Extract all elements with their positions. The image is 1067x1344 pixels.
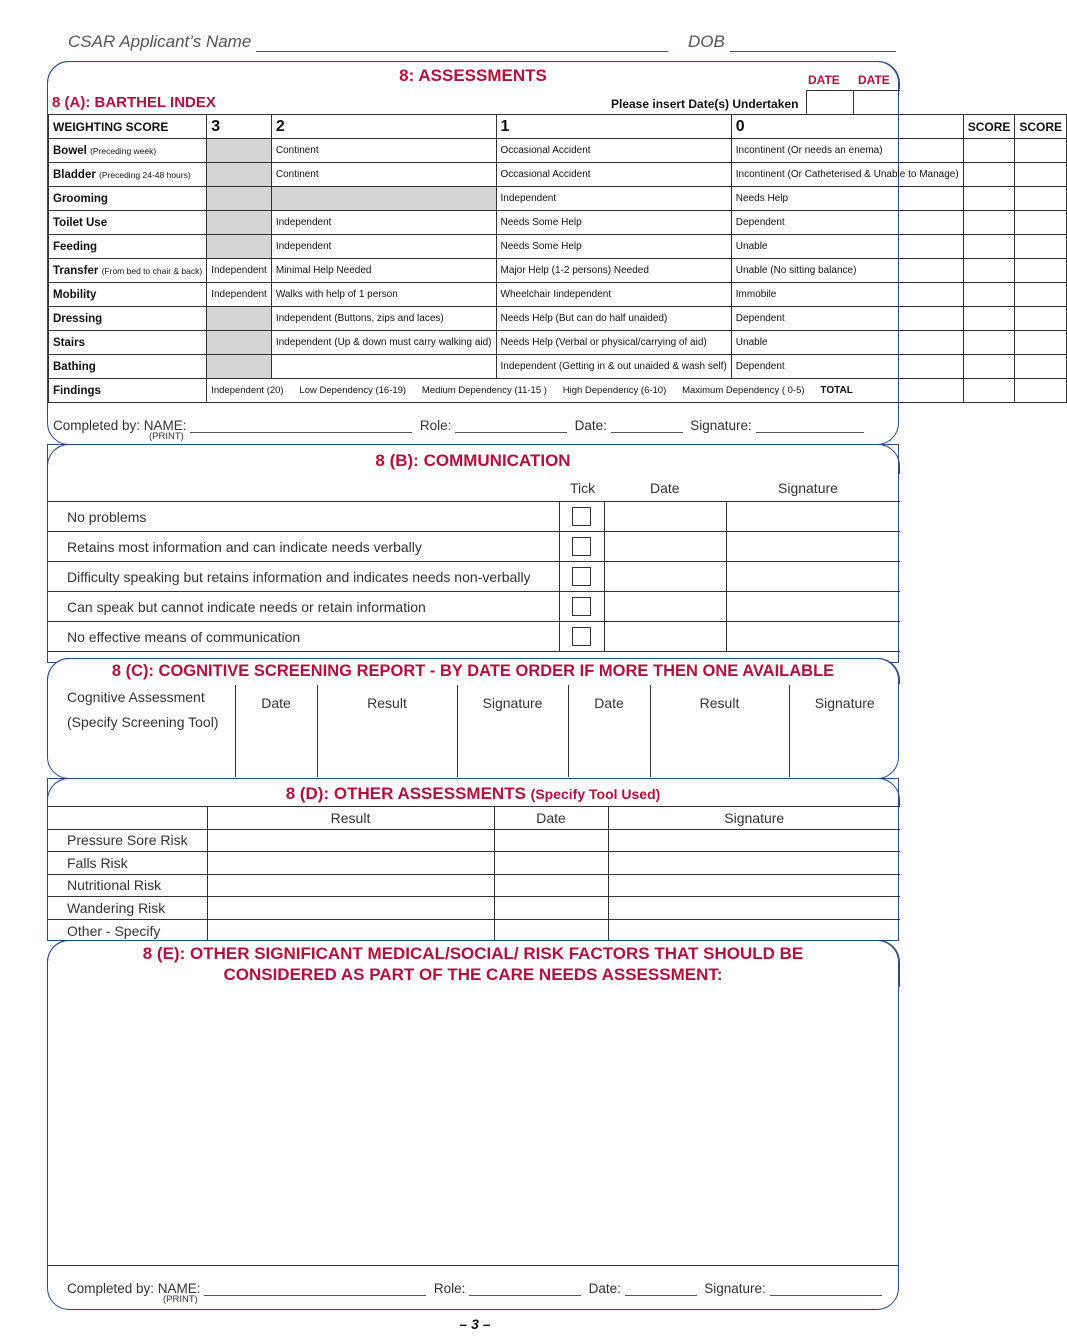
date-field[interactable] [611, 416, 683, 433]
table-row [48, 852, 900, 875]
cell-1: Needs Some Help [496, 211, 731, 235]
tick-cell [559, 622, 604, 652]
section-cognitive [47, 658, 899, 779]
tick-checkbox[interactable] [572, 597, 591, 616]
cell-2: Walks with help of 1 person [271, 283, 496, 307]
cell-1: Wheelchair Iindependent [496, 283, 731, 307]
weighting-label: WEIGHTING SCORE [49, 115, 207, 139]
cell-0: Dependent [731, 355, 963, 379]
cell-0: Dependent [731, 307, 963, 331]
date-cell[interactable] [494, 874, 608, 897]
blank-header [48, 807, 207, 830]
role-field[interactable] [469, 1279, 581, 1296]
weight-0: 0 [731, 115, 963, 139]
date-header-1: DATE [808, 73, 840, 87]
page-number: – 3 – [459, 1316, 491, 1332]
signature-cell[interactable] [608, 829, 900, 852]
cell-3: Independent [207, 259, 272, 283]
score-cell[interactable] [1015, 259, 1067, 283]
weight-1: 1 [496, 115, 731, 139]
cell-1: Independent (Getting in & out unaided & wash self) [496, 355, 731, 379]
cell-2: Independent (Up & down must carry walking aid) [271, 331, 496, 355]
cell-3 [207, 331, 272, 355]
date-cell[interactable] [604, 622, 726, 652]
signature-field[interactable] [756, 416, 864, 433]
result-cell[interactable] [207, 852, 494, 875]
date-cell[interactable] [604, 532, 726, 562]
row-label: Feeding [49, 235, 207, 259]
cell-0: Needs Help [731, 187, 963, 211]
score-cell[interactable] [963, 163, 1015, 187]
score-cell[interactable] [963, 211, 1015, 235]
signature-cell[interactable]: Signature [814, 695, 875, 711]
date-cell[interactable] [494, 852, 608, 875]
section-other-assessments [47, 778, 899, 941]
communication-table [48, 501, 900, 652]
row-label: Bathing [49, 355, 207, 379]
risk-label: Nutritional Risk [48, 874, 207, 897]
result-header: Result [207, 807, 494, 830]
dob-field[interactable] [730, 35, 896, 52]
other-header-row [48, 807, 900, 830]
signature-cell[interactable] [726, 562, 900, 592]
date-cell[interactable] [494, 829, 608, 852]
completed-by-line-2: Completed by: NAME: Role: Date: Signature: (PRINT) [67, 1279, 882, 1296]
score-cell[interactable] [963, 331, 1015, 355]
date-cell[interactable] [494, 919, 608, 942]
weight-3: 3 [207, 115, 272, 139]
cell-3 [207, 187, 272, 211]
factors-title-line-2: CONSIDERED AS PART OF THE CARE NEEDS ASSESSMENT: [223, 965, 723, 984]
cell-2: Continent [271, 163, 496, 187]
completed-by-line-1: Completed by: NAME: Role: Date: Signature: (PRINT) [53, 416, 864, 433]
cell-2 [271, 355, 496, 379]
divider [48, 1265, 898, 1266]
cell-3 [207, 163, 272, 187]
cell-2: Independent [271, 211, 496, 235]
row-label: Grooming [49, 187, 207, 211]
score-cell[interactable] [1015, 355, 1067, 379]
assessment-tool-cell[interactable] [48, 685, 235, 777]
cell-0: Immobile [731, 283, 963, 307]
option-label: No effective means of communication [48, 622, 559, 652]
findings-scale: Independent (20) Low Dependency (16-19) Medium Dependency (11-15 ) High Dependency (6-10) Maximum Dependency ( 0-5) TOTAL [207, 379, 963, 403]
score-cell[interactable] [1015, 283, 1067, 307]
signature-cell[interactable] [726, 592, 900, 622]
table-row [48, 685, 900, 777]
cell-3 [207, 235, 272, 259]
cell-0: Unable [731, 331, 963, 355]
score-cell[interactable] [963, 139, 1015, 163]
signature-cell[interactable] [608, 874, 900, 897]
cell-0: Incontinent (Or Catheterised & Unable to Manage) [731, 163, 963, 187]
cell-1: Occasional Accident [496, 163, 731, 187]
option-label: Retains most information and can indicate needs verbally [48, 532, 559, 562]
risk-label: Pressure Sore Risk [48, 829, 207, 852]
signature-cell[interactable] [608, 852, 900, 875]
date-header: Date [494, 807, 608, 830]
date-header-2: DATE [858, 73, 890, 87]
signature-cell[interactable] [726, 622, 900, 652]
name-field[interactable] [204, 1279, 426, 1296]
table-row [49, 211, 1067, 235]
list-item [48, 532, 900, 562]
score-cell[interactable] [963, 307, 1015, 331]
row-label: Bowel (Preceding week) [49, 139, 207, 163]
result-cell[interactable]: Result [650, 685, 789, 777]
cell-2: Continent [271, 139, 496, 163]
risk-label: Other - Specify [48, 919, 207, 942]
cognitive-title: 8 (C): COGNITIVE SCREENING REPORT - BY DATE ORDER IF MORE THEN ONE AVAILABLE [111, 662, 835, 680]
list-item [48, 502, 900, 532]
score-header-1: SCORE [963, 115, 1015, 139]
date-cell[interactable]: Date [235, 685, 317, 777]
applicant-name-label: CSAR Applicant’s Name [68, 32, 252, 51]
cell-3 [207, 355, 272, 379]
factors-notes-area[interactable] [48, 987, 898, 1265]
cell-0: Incontinent (Or needs an enema) [731, 139, 963, 163]
tick-cell [559, 502, 604, 532]
row-label: Toilet Use [49, 211, 207, 235]
score-cell[interactable] [963, 259, 1015, 283]
other-title: 8 (D): OTHER ASSESSMENTS (Specify Tool Used) [285, 784, 661, 803]
applicant-header [68, 32, 900, 54]
row-label: Dressing [49, 307, 207, 331]
option-label: No problems [48, 502, 559, 532]
row-label: Stairs [49, 331, 207, 355]
table-row [48, 919, 900, 942]
table-row [49, 235, 1067, 259]
score-header-2: SCORE [1015, 115, 1067, 139]
date-divider [853, 91, 854, 115]
insert-dates-note: Please insert Date(s) Undertaken [611, 97, 799, 111]
cognitive-label: Cognitive Assessment [67, 689, 205, 705]
result-cell[interactable] [207, 874, 494, 897]
findings-label: Findings [49, 379, 207, 403]
table-row [49, 139, 1067, 163]
role-field[interactable] [455, 416, 567, 433]
option-label: Can speak but cannot indicate needs or retain information [48, 592, 559, 622]
tick-checkbox[interactable] [572, 567, 591, 586]
list-item [48, 592, 900, 622]
table-row [49, 307, 1067, 331]
cell-0: Unable [731, 235, 963, 259]
findings-row [49, 379, 1067, 403]
result-cell[interactable] [207, 829, 494, 852]
signature-cell[interactable]: Signature [457, 685, 568, 777]
signature-cell[interactable] [608, 919, 900, 942]
table-row [48, 897, 900, 920]
signature-cell[interactable] [726, 502, 900, 532]
assessments-title: 8: ASSESSMENTS [399, 66, 547, 85]
row-label: Mobility [49, 283, 207, 307]
score-cell[interactable] [1015, 331, 1067, 355]
signature-header: Signature [608, 807, 900, 830]
date-cell[interactable] [604, 562, 726, 592]
cell-1: Occasional Accident [496, 139, 731, 163]
date-field[interactable] [625, 1279, 697, 1296]
cell-3 [207, 211, 272, 235]
tick-checkbox[interactable] [572, 627, 591, 646]
score-cell[interactable] [963, 187, 1015, 211]
list-item [48, 622, 900, 652]
barthel-header-row [49, 115, 1067, 139]
cell-0: Dependent [731, 211, 963, 235]
communication-title: 8 (B): COMMUNICATION [375, 451, 571, 470]
dob-label: DOB [688, 32, 725, 51]
cell-1: Major Help (1-2 persons) Needed [496, 259, 731, 283]
cell-1: Needs Some Help [496, 235, 731, 259]
table-row [49, 163, 1067, 187]
score-cell[interactable] [1015, 211, 1067, 235]
list-item [48, 562, 900, 592]
tick-checkbox[interactable] [572, 537, 591, 556]
section-barthel [47, 61, 1063, 445]
cell-2: Independent (Buttons, zips and laces) [271, 307, 496, 331]
tick-cell [559, 592, 604, 622]
table-row [49, 187, 1067, 211]
score-cell[interactable] [1015, 235, 1067, 259]
total-cell[interactable] [963, 379, 1015, 403]
table-row [48, 874, 900, 897]
signature-cell[interactable] [608, 897, 900, 920]
total-cell[interactable] [1015, 379, 1067, 403]
cell-2: Minimal Help Needed [271, 259, 496, 283]
score-cell[interactable] [1015, 163, 1067, 187]
print-note: (PRINT) [149, 431, 184, 442]
screening-tool-label: (Specify Screening Tool) [67, 714, 219, 730]
weight-2: 2 [271, 115, 496, 139]
name-field[interactable] [190, 416, 412, 433]
date-cell[interactable] [604, 502, 726, 532]
cell-2: Independent [271, 235, 496, 259]
tick-cell [559, 532, 604, 562]
cell-1: Needs Help (Verbal or physical/carrying of aid) [496, 331, 731, 355]
cell-3 [207, 139, 272, 163]
cell-1: Needs Help (But can do half unaided) [496, 307, 731, 331]
table-row [49, 331, 1067, 355]
tick-header: Tick [570, 480, 596, 496]
table-row [49, 283, 1067, 307]
date-cells [806, 90, 900, 114]
date-cell[interactable] [494, 897, 608, 920]
barthel-table [48, 114, 1067, 403]
score-cell[interactable] [1015, 139, 1067, 163]
score-cell[interactable] [963, 355, 1015, 379]
cell-1: Independent [496, 187, 731, 211]
score-cell[interactable] [1015, 307, 1067, 331]
table-row [49, 259, 1067, 283]
applicant-name-field[interactable] [256, 35, 668, 52]
result-cell[interactable] [207, 919, 494, 942]
row-label: Transfer (From bed to chair & back) [49, 259, 207, 283]
date-cell[interactable]: Date [568, 685, 650, 777]
tick-checkbox[interactable] [572, 507, 591, 526]
tick-cell [559, 562, 604, 592]
factors-title-line-1: 8 (E): OTHER SIGNIFICANT MEDICAL/SOCIAL/ RISK FACTORS THAT SHOULD BE [142, 944, 804, 963]
result-cell[interactable]: Result [317, 685, 457, 777]
score-cell[interactable] [1015, 187, 1067, 211]
score-cell[interactable] [963, 235, 1015, 259]
cell-0: Unable (No sitting balance) [731, 259, 963, 283]
cell-3 [207, 307, 272, 331]
barthel-title: 8 (A): BARTHEL INDEX [52, 94, 216, 111]
cell-3: Independent [207, 283, 272, 307]
score-cell[interactable] [963, 283, 1015, 307]
option-label: Difficulty speaking but retains information and indicates needs non-verbally [48, 562, 559, 592]
cognitive-table [48, 685, 900, 777]
cell-2 [271, 187, 496, 211]
risk-label: Falls Risk [48, 852, 207, 875]
section-communication [47, 444, 899, 663]
print-note: (PRINT) [163, 1294, 198, 1305]
signature-header: Signature [778, 480, 838, 496]
date-header: Date [650, 480, 680, 496]
date-cell[interactable] [604, 592, 726, 622]
table-row [49, 355, 1067, 379]
signature-cell[interactable] [726, 532, 900, 562]
factors-title [48, 943, 898, 985]
result-cell[interactable] [207, 897, 494, 920]
row-label: Bladder (Preceding 24-48 hours) [49, 163, 207, 187]
table-row [48, 829, 900, 852]
signature-field[interactable] [770, 1279, 882, 1296]
risk-label: Wandering Risk [48, 897, 207, 920]
other-table [48, 806, 900, 942]
section-risk-factors [47, 940, 899, 1310]
